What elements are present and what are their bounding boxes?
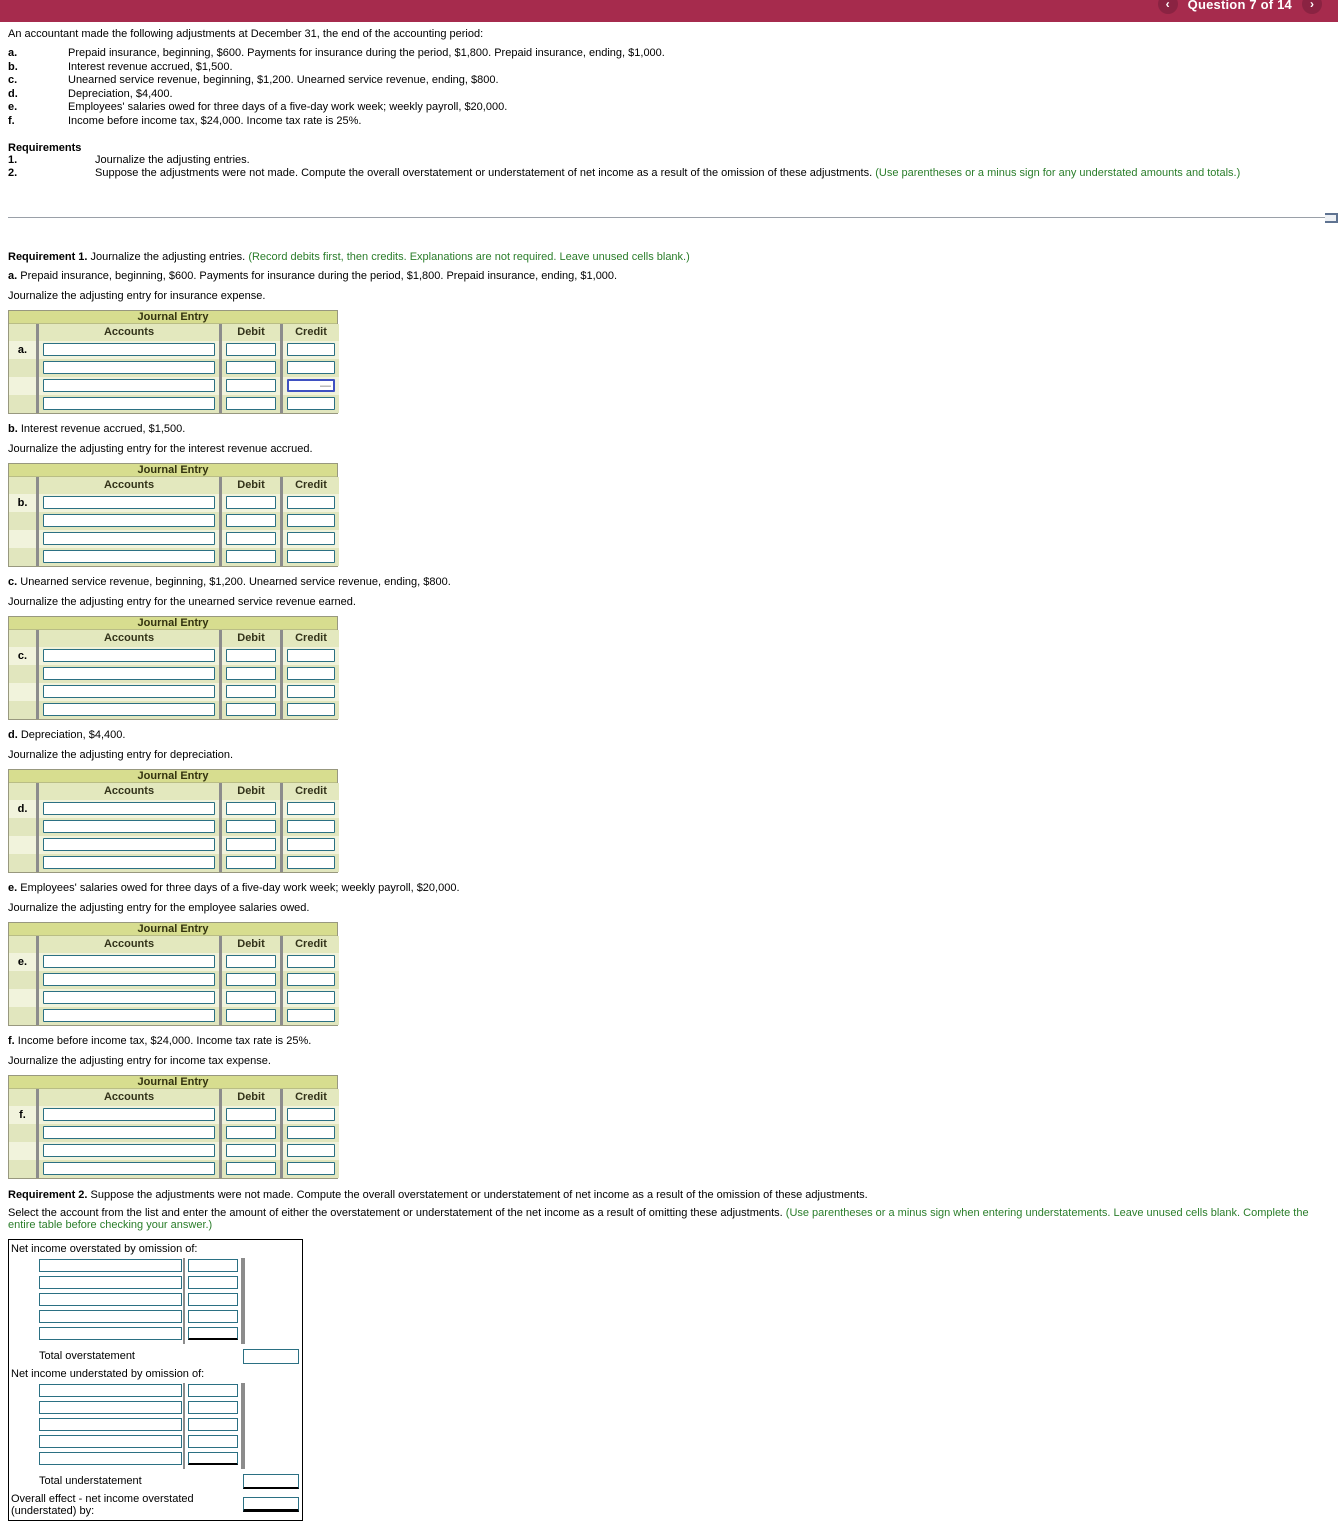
accounts-column-header: Accounts xyxy=(39,477,219,494)
item-text: Depreciation, $4,400. xyxy=(68,87,173,100)
understated-rows xyxy=(11,1381,302,1471)
requirement-text: Journalize the adjusting entries. xyxy=(95,153,250,166)
item-text: Unearned service revenue, beginning, $1,200. Unearned service revenue, ending, $800. xyxy=(68,74,499,87)
credit-input-e1[interactable] xyxy=(287,955,335,968)
debit-input-e3[interactable] xyxy=(226,991,276,1004)
debit-column-header: Debit xyxy=(222,477,280,494)
account-input-c2[interactable] xyxy=(43,667,215,680)
row-letter: a. xyxy=(9,341,36,359)
journal-row xyxy=(9,701,337,719)
debit-input-d4[interactable] xyxy=(226,856,276,869)
credit-input-f1[interactable] xyxy=(287,1108,335,1121)
credit-input-a3-active[interactable] xyxy=(287,379,335,392)
journal-entry-header: Journal Entry xyxy=(9,311,337,324)
credit-input-a2[interactable] xyxy=(287,361,335,374)
item-text: Income before income tax, $24,000. Income tax rate is 25%. xyxy=(68,114,362,127)
accounts-column-header: Accounts xyxy=(39,783,219,800)
accounts-column-header: Accounts xyxy=(39,630,219,647)
account-input-c4[interactable] xyxy=(43,703,215,716)
account-input-f4[interactable] xyxy=(43,1162,215,1175)
credit-input-d2[interactable] xyxy=(287,820,335,833)
debit-input-d3[interactable] xyxy=(226,838,276,851)
journal-row xyxy=(9,1160,337,1178)
section-a-instruction: Journalize the adjusting entry for insurance expense. xyxy=(8,289,266,302)
journal-entry-header: Journal Entry xyxy=(9,770,337,783)
credit-input-a4[interactable] xyxy=(287,397,335,410)
debit-input-a4[interactable] xyxy=(226,397,276,410)
requirements-title: Requirements xyxy=(8,141,82,154)
total-overstatement-input[interactable] xyxy=(243,1349,299,1364)
debit-input-e2[interactable] xyxy=(226,973,276,986)
item-letter: c. xyxy=(8,74,18,87)
account-input-e2[interactable] xyxy=(43,973,215,986)
journal-entry-table-c xyxy=(8,616,338,720)
overstated-account-select-5[interactable] xyxy=(39,1327,182,1340)
journal-row xyxy=(9,395,337,413)
problem-item-f xyxy=(8,115,1338,129)
requirement1-heading xyxy=(8,251,1338,263)
section-f xyxy=(8,1035,1338,1179)
overstated-amount-input-3[interactable] xyxy=(188,1293,238,1306)
credit-input-c1[interactable] xyxy=(287,649,335,662)
divider-line xyxy=(8,217,1331,218)
debit-input-c1[interactable] xyxy=(226,649,276,662)
requirement1-note: (Record debits first, then credits. Explanations are not required. Leave unused cells blank.) xyxy=(248,250,690,263)
credit-column-header: Credit xyxy=(283,936,339,953)
column-divider xyxy=(241,1383,245,1469)
journal-column-headers xyxy=(9,477,337,494)
row-letter: c. xyxy=(9,647,36,665)
account-input-f3[interactable] xyxy=(43,1144,215,1157)
account-input-a4[interactable] xyxy=(43,397,215,410)
section-a-description: a. Prepaid insurance, beginning, $600. Payments for insurance during the period, $1,800. Prepaid insurance, ending, $1,000. xyxy=(8,269,618,282)
requirement2-note: (Use parentheses or a minus sign when entering understatements. Leave unused cells blank. Complete the entire table before checking your answer.) xyxy=(8,1206,1309,1231)
row-letter: f. xyxy=(9,1106,36,1124)
journal-entry-table-f xyxy=(8,1075,338,1179)
section-e xyxy=(8,882,1338,1026)
overstated-amount-input-5[interactable] xyxy=(188,1327,238,1340)
journal-entry-header: Journal Entry xyxy=(9,923,337,936)
problem-item-b xyxy=(8,61,1338,75)
journal-row xyxy=(9,989,337,1007)
credit-input-b1[interactable] xyxy=(287,496,335,509)
top-navigation-bar xyxy=(0,0,1338,22)
section-e-instruction: Journalize the adjusting entry for the employee salaries owed. xyxy=(8,901,310,914)
next-question-button[interactable] xyxy=(1302,0,1322,14)
understated-amount-input-3[interactable] xyxy=(188,1418,238,1431)
journal-column-headers xyxy=(9,324,337,341)
problem-item-d xyxy=(8,88,1338,102)
credit-column-header: Credit xyxy=(283,324,339,341)
journal-row xyxy=(9,647,337,665)
journal-row xyxy=(9,359,337,377)
account-input-f2[interactable] xyxy=(43,1126,215,1139)
debit-input-c4[interactable] xyxy=(226,703,276,716)
overstated-amount-input-2[interactable] xyxy=(188,1276,238,1289)
journal-row xyxy=(9,512,337,530)
accounts-column-header: Accounts xyxy=(39,324,219,341)
debit-input-d1[interactable] xyxy=(226,802,276,815)
account-input-d3[interactable] xyxy=(43,838,215,851)
total-understatement-row xyxy=(39,1474,299,1489)
debit-input-f2[interactable] xyxy=(226,1126,276,1139)
section-e-description: e. Employees' salaries owed for three days of a five-day work week; weekly payroll, $20,000. xyxy=(8,881,460,894)
column-divider xyxy=(241,1258,245,1344)
debit-input-d2[interactable] xyxy=(226,820,276,833)
journal-row xyxy=(9,971,337,989)
overstated-amount-input-1[interactable] xyxy=(188,1259,238,1272)
total-overstatement-label: Total overstatement xyxy=(39,1350,135,1363)
account-input-f1[interactable] xyxy=(43,1108,215,1121)
chevron-right-icon: › xyxy=(1310,0,1314,11)
journal-entry-header: Journal Entry xyxy=(9,1076,337,1089)
debit-input-a1[interactable] xyxy=(226,343,276,356)
debit-input-a2[interactable] xyxy=(226,361,276,374)
journal-entry-table-a xyxy=(8,310,338,414)
journal-row xyxy=(9,1124,337,1142)
section-b-instruction: Journalize the adjusting entry for the interest revenue accrued. xyxy=(8,442,313,455)
requirement-item-1 xyxy=(8,154,1338,168)
problem-item-e xyxy=(8,101,1338,115)
column-divider xyxy=(183,1383,185,1469)
understated-account-select-1[interactable] xyxy=(39,1384,182,1397)
row-letter: b. xyxy=(9,494,36,512)
requirement2-instruction: Select the account from the list and enter the amount of either the overstatement or understatement of the net income as a result of omitting these adjustments. (Use parentheses or a minus sign when entering understatements. Leave unused cells blank. Complete the entire table before checking your answer.) xyxy=(8,1206,1309,1231)
journal-row xyxy=(9,548,337,566)
section-f-description: f. Income before income tax, $24,000. Income tax rate is 25%. xyxy=(8,1034,312,1047)
requirement2-text: Suppose the adjustments were not made. Compute the overall overstatement or understatement of net income as a result of the omission of these adjustments. xyxy=(90,1188,868,1201)
journal-row xyxy=(9,665,337,683)
overstated-account-select-1[interactable] xyxy=(39,1259,182,1272)
journal-row xyxy=(9,1106,337,1124)
credit-input-b3[interactable] xyxy=(287,532,335,545)
understated-account-select-2[interactable] xyxy=(39,1401,182,1414)
debit-column-header: Debit xyxy=(222,630,280,647)
accounts-column-header: Accounts xyxy=(39,936,219,953)
chevron-left-icon: ‹ xyxy=(1165,0,1170,11)
understated-account-select-3[interactable] xyxy=(39,1418,182,1431)
journal-entry-table-b xyxy=(8,463,338,567)
requirement-text: Suppose the adjustments were not made. Compute the overall overstatement or understatement of net income as a result of the omission of these adjustments. (Use parentheses or a minus sign for any understated amounts and totals.) xyxy=(95,167,1241,180)
overstated-account-select-3[interactable] xyxy=(39,1293,182,1306)
row-letter: d. xyxy=(9,800,36,818)
credit-input-b4[interactable] xyxy=(287,550,335,563)
credit-input-f2[interactable] xyxy=(287,1126,335,1139)
item-letter: a. xyxy=(8,47,18,59)
requirement-item-2 xyxy=(8,167,1338,181)
requirement1-text: Journalize the adjusting entries. xyxy=(90,250,246,263)
account-input-e4[interactable] xyxy=(43,1009,215,1022)
account-input-d2[interactable] xyxy=(43,820,215,833)
account-input-d4[interactable] xyxy=(43,856,215,869)
section-a xyxy=(8,270,1338,414)
row-letter: e. xyxy=(9,953,36,971)
account-input-b2[interactable] xyxy=(43,514,215,527)
account-input-d1[interactable] xyxy=(43,802,215,815)
total-understatement-label: Total understatement xyxy=(39,1475,142,1488)
item-text: Interest revenue accrued, $1,500. xyxy=(68,60,233,73)
section-c-description: c. Unearned service revenue, beginning, $1,200. Unearned service revenue, ending, $800. xyxy=(8,575,451,588)
item-letter: b. xyxy=(8,60,18,73)
journal-row xyxy=(9,530,337,548)
journal-row xyxy=(9,1007,337,1025)
total-understatement-input[interactable] xyxy=(243,1474,299,1489)
requirement-note: (Use parentheses or a minus sign for any understated amounts and totals.) xyxy=(875,167,1241,180)
credit-input-c3[interactable] xyxy=(287,685,335,698)
credit-input-e2[interactable] xyxy=(287,973,335,986)
credit-input-e4[interactable] xyxy=(287,1009,335,1022)
debit-input-f3[interactable] xyxy=(226,1144,276,1157)
debit-input-c3[interactable] xyxy=(226,685,276,698)
credit-column-header: Credit xyxy=(283,783,339,800)
understated-account-select-5[interactable] xyxy=(39,1452,182,1465)
journal-entry-header: Journal Entry xyxy=(9,464,337,477)
account-input-b3[interactable] xyxy=(43,532,215,545)
account-input-a3[interactable] xyxy=(43,379,215,392)
item-letter: f. xyxy=(8,114,15,127)
journal-row xyxy=(9,854,337,872)
debit-input-b2[interactable] xyxy=(226,514,276,527)
section-d-instruction: Journalize the adjusting entry for depreciation. xyxy=(8,748,234,761)
problem-item-c xyxy=(8,74,1338,88)
credit-input-d1[interactable] xyxy=(287,802,335,815)
journal-row xyxy=(9,341,337,359)
debit-input-f4[interactable] xyxy=(226,1162,276,1175)
debit-input-e1[interactable] xyxy=(226,955,276,968)
debit-input-e4[interactable] xyxy=(226,1009,276,1022)
section-c-instruction: Journalize the adjusting entry for the unearned service revenue earned. xyxy=(8,595,356,608)
account-input-a2[interactable] xyxy=(43,361,215,374)
credit-column-header: Credit xyxy=(283,1089,339,1106)
understated-amount-input-1[interactable] xyxy=(188,1384,238,1397)
requirement2-title: Requirement 2. xyxy=(8,1188,88,1201)
journal-column-headers xyxy=(9,1089,337,1106)
credit-input-e3[interactable] xyxy=(287,991,335,1004)
item-text: Prepaid insurance, beginning, $600. Payments for insurance during the period, $1,800. Prepaid insurance, ending, $1,000. xyxy=(68,47,665,59)
problem-item-a xyxy=(8,47,1338,61)
overstated-account-select-2[interactable] xyxy=(39,1276,182,1289)
debit-input-f1[interactable] xyxy=(226,1108,276,1121)
journal-row xyxy=(9,953,337,971)
item-text: Employees' salaries owed for three days of a five-day work week; weekly payroll, $20,000. xyxy=(68,101,508,114)
journal-column-headers xyxy=(9,936,337,953)
journal-row xyxy=(9,377,337,395)
account-input-a1[interactable] xyxy=(43,343,215,356)
overstated-account-select-4[interactable] xyxy=(39,1310,182,1323)
account-input-c3[interactable] xyxy=(43,685,215,698)
overstated-section-label: Net income overstated by omission of: xyxy=(11,1242,198,1255)
understated-amount-input-5[interactable] xyxy=(188,1452,238,1465)
section-f-instruction: Journalize the adjusting entry for income tax expense. xyxy=(8,1054,271,1067)
credit-input-c2[interactable] xyxy=(287,667,335,680)
section-b xyxy=(8,423,1338,567)
total-overstatement-row xyxy=(39,1349,299,1364)
overall-effect-input[interactable] xyxy=(243,1497,299,1512)
item-letter: e. xyxy=(8,101,18,114)
overall-effect-row xyxy=(11,1493,299,1517)
credit-column-header: Credit xyxy=(283,630,339,647)
credit-column-header: Credit xyxy=(283,477,339,494)
credit-input-d4[interactable] xyxy=(287,856,335,869)
overstated-amount-input-4[interactable] xyxy=(188,1310,238,1323)
journal-row xyxy=(9,1142,337,1160)
requirement1-title: Requirement 1. xyxy=(8,250,88,263)
journal-column-headers xyxy=(9,630,337,647)
question-counter: Question 7 of 14 xyxy=(1187,0,1292,12)
debit-column-header: Debit xyxy=(222,936,280,953)
journal-row xyxy=(9,800,337,818)
section-c xyxy=(8,576,1338,720)
overstated-rows xyxy=(11,1256,302,1346)
panel-resize-handle-icon[interactable] xyxy=(1325,213,1338,223)
credit-input-d3[interactable] xyxy=(287,838,335,851)
account-input-e1[interactable] xyxy=(43,955,215,968)
credit-input-f3[interactable] xyxy=(287,1144,335,1157)
understated-amount-input-4[interactable] xyxy=(188,1435,238,1448)
accounts-column-header: Accounts xyxy=(39,1089,219,1106)
account-input-b1[interactable] xyxy=(43,496,215,509)
understated-account-select-4[interactable] xyxy=(39,1435,182,1448)
debit-column-header: Debit xyxy=(222,783,280,800)
item-letter: d. xyxy=(8,87,18,100)
column-divider xyxy=(183,1258,185,1344)
debit-column-header: Debit xyxy=(222,324,280,341)
debit-input-b3[interactable] xyxy=(226,532,276,545)
understated-amount-input-2[interactable] xyxy=(188,1401,238,1414)
requirement-number: 2. xyxy=(8,167,18,180)
account-input-c1[interactable] xyxy=(43,649,215,662)
problem-intro: An accountant made the following adjustments at December 31, the end of the accounting period: xyxy=(8,28,484,40)
requirement-number: 1. xyxy=(8,153,18,166)
requirement2-heading xyxy=(8,1189,1338,1201)
credit-input-b2[interactable] xyxy=(287,514,335,527)
debit-column-header: Debit xyxy=(222,1089,280,1106)
journal-column-headers xyxy=(9,783,337,800)
debit-input-a3[interactable] xyxy=(226,379,276,392)
debit-input-b1[interactable] xyxy=(226,496,276,509)
journal-row xyxy=(9,494,337,512)
journal-row xyxy=(9,836,337,854)
journal-entry-header: Journal Entry xyxy=(9,617,337,630)
prev-question-button[interactable] xyxy=(1158,0,1178,14)
debit-input-b4[interactable] xyxy=(226,550,276,563)
credit-input-c4[interactable] xyxy=(287,703,335,716)
panel-divider xyxy=(8,212,1338,224)
overall-effect-label: Overall effect - net income overstated (understated) by: xyxy=(11,1492,194,1517)
section-b-description: b. Interest revenue accrued, $1,500. xyxy=(8,422,186,435)
understated-section-label: Net income understated by omission of: xyxy=(11,1367,205,1380)
account-input-e3[interactable] xyxy=(43,991,215,1004)
journal-row xyxy=(9,683,337,701)
debit-input-c2[interactable] xyxy=(226,667,276,680)
journal-row xyxy=(9,818,337,836)
question-navigator xyxy=(1158,0,1322,14)
credit-input-a1[interactable] xyxy=(287,343,335,356)
net-income-effect-table xyxy=(8,1239,303,1521)
credit-input-f4[interactable] xyxy=(287,1162,335,1175)
section-d xyxy=(8,729,1338,873)
account-input-b4[interactable] xyxy=(43,550,215,563)
journal-entry-table-d xyxy=(8,769,338,873)
section-d-description: d. Depreciation, $4,400. xyxy=(8,728,126,741)
journal-entry-table-e xyxy=(8,922,338,1026)
